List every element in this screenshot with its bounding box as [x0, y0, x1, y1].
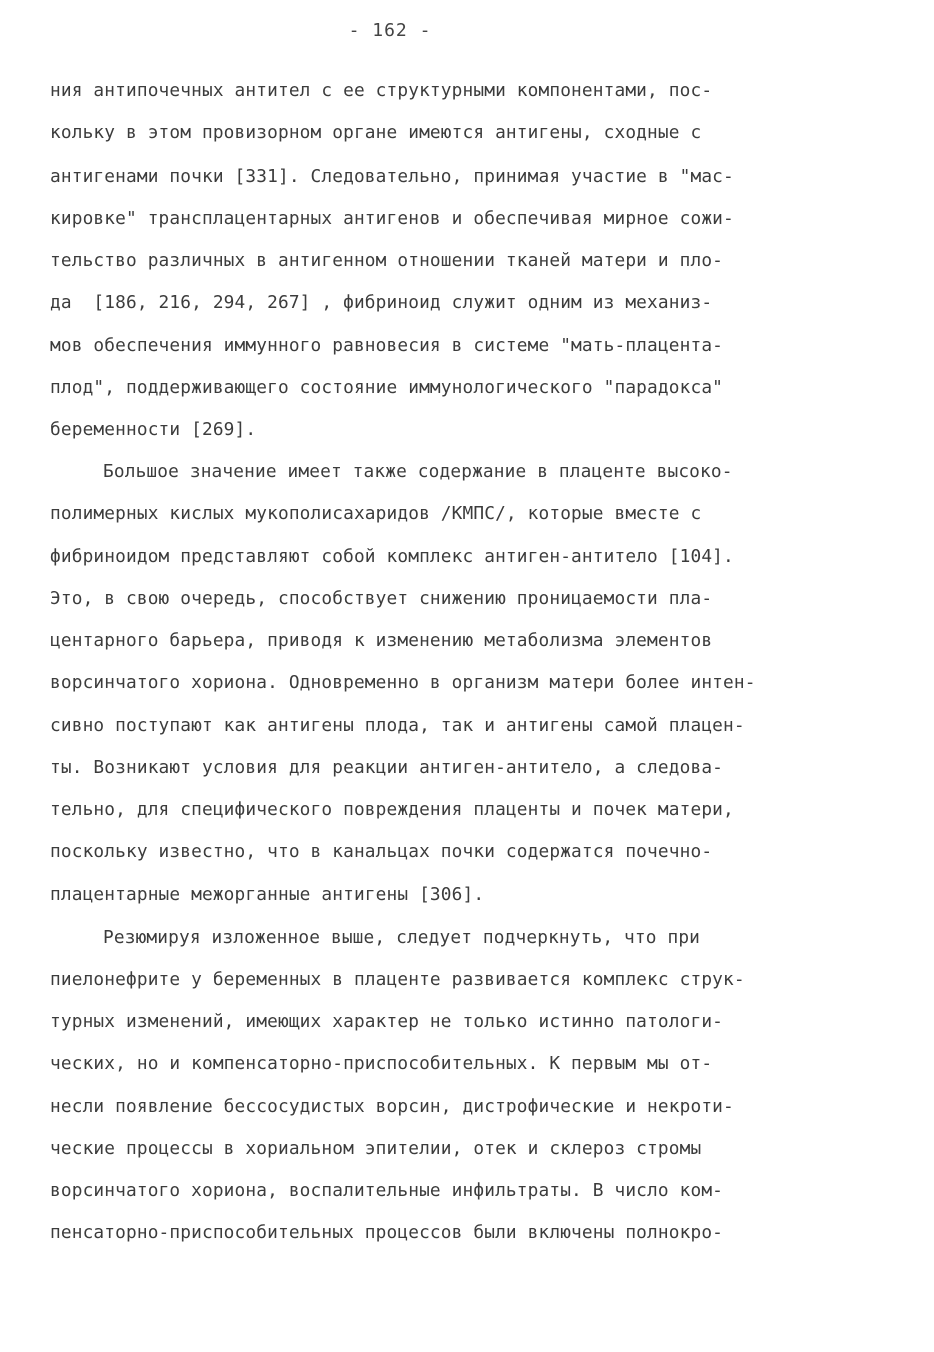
page-number: - 162 -: [348, 20, 432, 41]
text-line: тельство различных в антигенном отношении тканей матери и пло-: [50, 250, 724, 271]
text-line: Большое значение имеет также содержание в плаценте высоко-: [103, 461, 733, 482]
text-line: ческих, но и компенсаторно-приспособительных. К первым мы от-: [50, 1053, 713, 1074]
text-line: ворсинчатого хориона, воспалительные инфильтраты. В число ком-: [50, 1180, 724, 1201]
text-line: турных изменений, имеющих характер не только истинно патологи-: [50, 1011, 724, 1032]
text-line: пенсаторно-приспособительных процессов были включены полнокро-: [50, 1222, 724, 1243]
text-line: плацентарные межорганные антигены [306].: [50, 884, 485, 905]
text-line: ния антипочечных антител с ее структурными компонентами, пос-: [50, 80, 713, 101]
text-line: поскольку известно, что в канальцах почки содержатся почечно-: [50, 841, 713, 862]
text-line: ворсинчатого хориона. Одновременно в организм матери более интен-: [50, 672, 756, 693]
text-line: тельно, для специфического повреждения плаценты и почек матери,: [50, 799, 734, 820]
text-line: антигенами почки [331]. Следовательно, принимая участие в "мас-: [50, 166, 734, 187]
text-line: плод", поддерживающего состояние иммунологического "парадокса": [50, 377, 724, 398]
text-line: центарного барьера, приводя к изменению метаболизма элементов: [50, 630, 713, 651]
text-line: беременности [269].: [50, 419, 257, 440]
text-line: сивно поступают как антигены плода, так и антигены самой плацен-: [50, 715, 745, 736]
text-line: кировке" трансплацентарных антигенов и обеспечивая мирное сожи-: [50, 208, 734, 229]
text-line: фибриноидом представляют собой комплекс антиген-антитело [104].: [50, 546, 734, 567]
text-line: да [186, 216, 294, 267] , фибриноид служит одним из механиз-: [50, 292, 713, 313]
text-line: Резюмируя изложенное выше, следует подчеркнуть, что при: [103, 927, 701, 948]
text-line: Это, в свою очередь, способствует снижению проницаемости пла-: [50, 588, 713, 609]
text-line: несли появление бессосудистых ворсин, дистрофические и некроти-: [50, 1096, 734, 1117]
text-line: кольку в этом провизорном органе имеются антигены, сходные с: [50, 122, 702, 143]
text-line: мов обеспечения иммунного равновесия в системе "мать-плацента-: [50, 335, 724, 356]
text-line: ческие процессы в хориальном эпителии, отек и склероз стромы: [50, 1138, 702, 1159]
text-line: пиелонефрите у беременных в плаценте развивается комплекс струк-: [50, 969, 745, 990]
text-line: ты. Возникают условия для реакции антиген-антитело, а следова-: [50, 757, 724, 778]
text-line: полимерных кислых мукополисахаридов /КМПС/, которые вместе с: [50, 503, 702, 524]
